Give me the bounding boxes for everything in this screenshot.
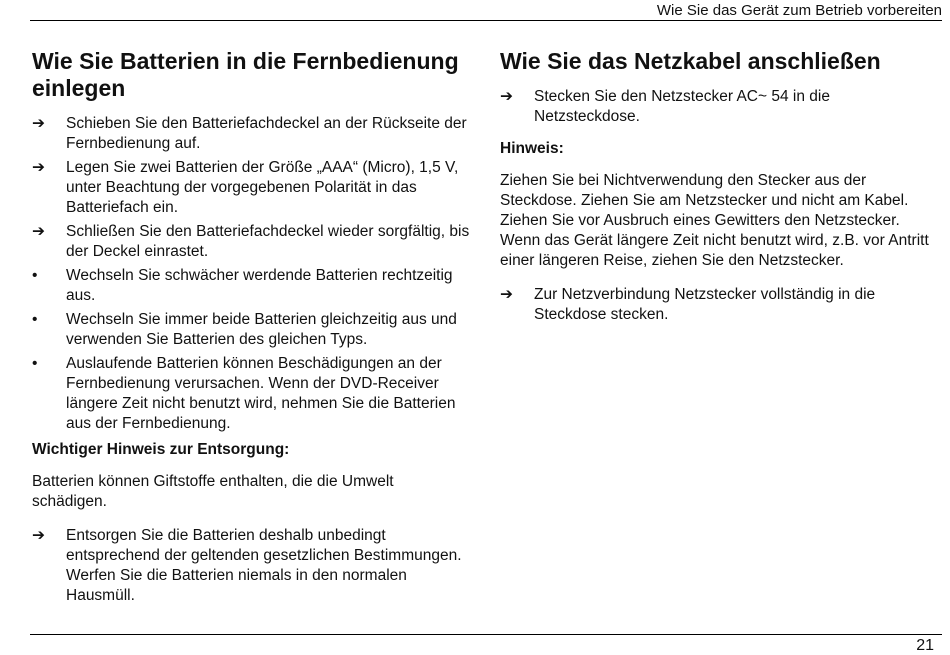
header-rule (30, 20, 942, 21)
list-item (32, 158, 472, 218)
list-item-text: Legen Sie zwei Batterien der Größe „AAA“ (Micro), 1,5 V, unter Beachtung der vorgegebenen Polarität in das Batteriefach ein. (66, 159, 459, 216)
list-item-text: Stecken Sie den Netzstecker AC~ 54 in die Netzsteckdose. (534, 88, 830, 125)
power-note-heading: Hinweis: (500, 140, 564, 157)
list-item-text: Auslaufende Batterien können Beschädigungen an der Fernbedienung verursachen. Wenn der DVD-Receiver längere Zeit nicht benutzt wird, nehmen Sie die Batterien aus der Fernbedienung. (66, 355, 456, 432)
arrow-icon: ➔ (500, 88, 513, 105)
right-column (500, 48, 940, 329)
list-item-text: Schieben Sie den Batteriefachdeckel an der Rückseite der Fernbedienung auf. (66, 115, 467, 152)
page-number: 21 (916, 637, 934, 654)
arrow-icon: ➔ (500, 286, 513, 303)
list-item-text: Wechseln Sie immer beide Batterien gleichzeitig aus und verwenden Sie Batterien des gleichen Typs. (66, 311, 457, 348)
arrow-icon: ➔ (32, 223, 45, 240)
power-note-text: Ziehen Sie bei Nichtverwendung den Stecker aus der Steckdose. Ziehen Sie am Netzstecker und nicht am Kabel. Ziehen Sie vor Ausbruch eines Gewitters den Netzstecker. Wenn das Gerät längere Zeit nicht benutzt wird, z.B. vor Antritt einer längeren Reise, ziehen Sie den Netzstecker. (500, 172, 929, 269)
left-column (32, 48, 472, 610)
list-item (32, 354, 472, 434)
power-step-1 (500, 87, 940, 127)
list-item (32, 114, 472, 154)
list-item (32, 266, 472, 306)
battery-instructions-list (32, 114, 472, 434)
running-header: Wie Sie das Gerät zum Betrieb vorbereiten (656, 2, 942, 19)
disposal-instruction (32, 526, 472, 606)
list-item-text: Wechseln Sie schwächer werdende Batterien rechtzeitig aus. (66, 267, 453, 304)
bullet-icon: • (32, 267, 38, 284)
arrow-icon: ➔ (32, 159, 45, 176)
arrow-icon: ➔ (32, 115, 45, 132)
list-item (32, 310, 472, 350)
bullet-icon: • (32, 355, 38, 372)
list-item-text: Schließen Sie den Batteriefachdeckel wieder sorgfältig, bis der Deckel einrastet. (66, 223, 470, 260)
disposal-note-heading: Wichtiger Hinweis zur Entsorgung: (32, 441, 290, 458)
battery-section-heading: Wie Sie Batterien in die Fernbedienung einlegen (32, 48, 459, 101)
list-item (32, 222, 472, 262)
list-item-text: Entsorgen Sie die Batterien deshalb unbedingt entsprechend der geltenden gesetzlichen Bestimmungen. Werfen Sie die Batterien niemals in den normalen Hausmüll. (66, 527, 462, 604)
list-item-text: Zur Netzverbindung Netzstecker vollständig in die Steckdose stecken. (534, 286, 876, 323)
power-cable-section-heading: Wie Sie das Netzkabel anschließen (500, 48, 881, 74)
arrow-icon: ➔ (32, 527, 45, 544)
footer-rule (30, 634, 942, 635)
bullet-icon: • (32, 311, 38, 328)
power-step-2 (500, 285, 940, 325)
disposal-note-text: Batterien können Giftstoffe enthalten, die die Umwelt schädigen. (32, 473, 394, 510)
